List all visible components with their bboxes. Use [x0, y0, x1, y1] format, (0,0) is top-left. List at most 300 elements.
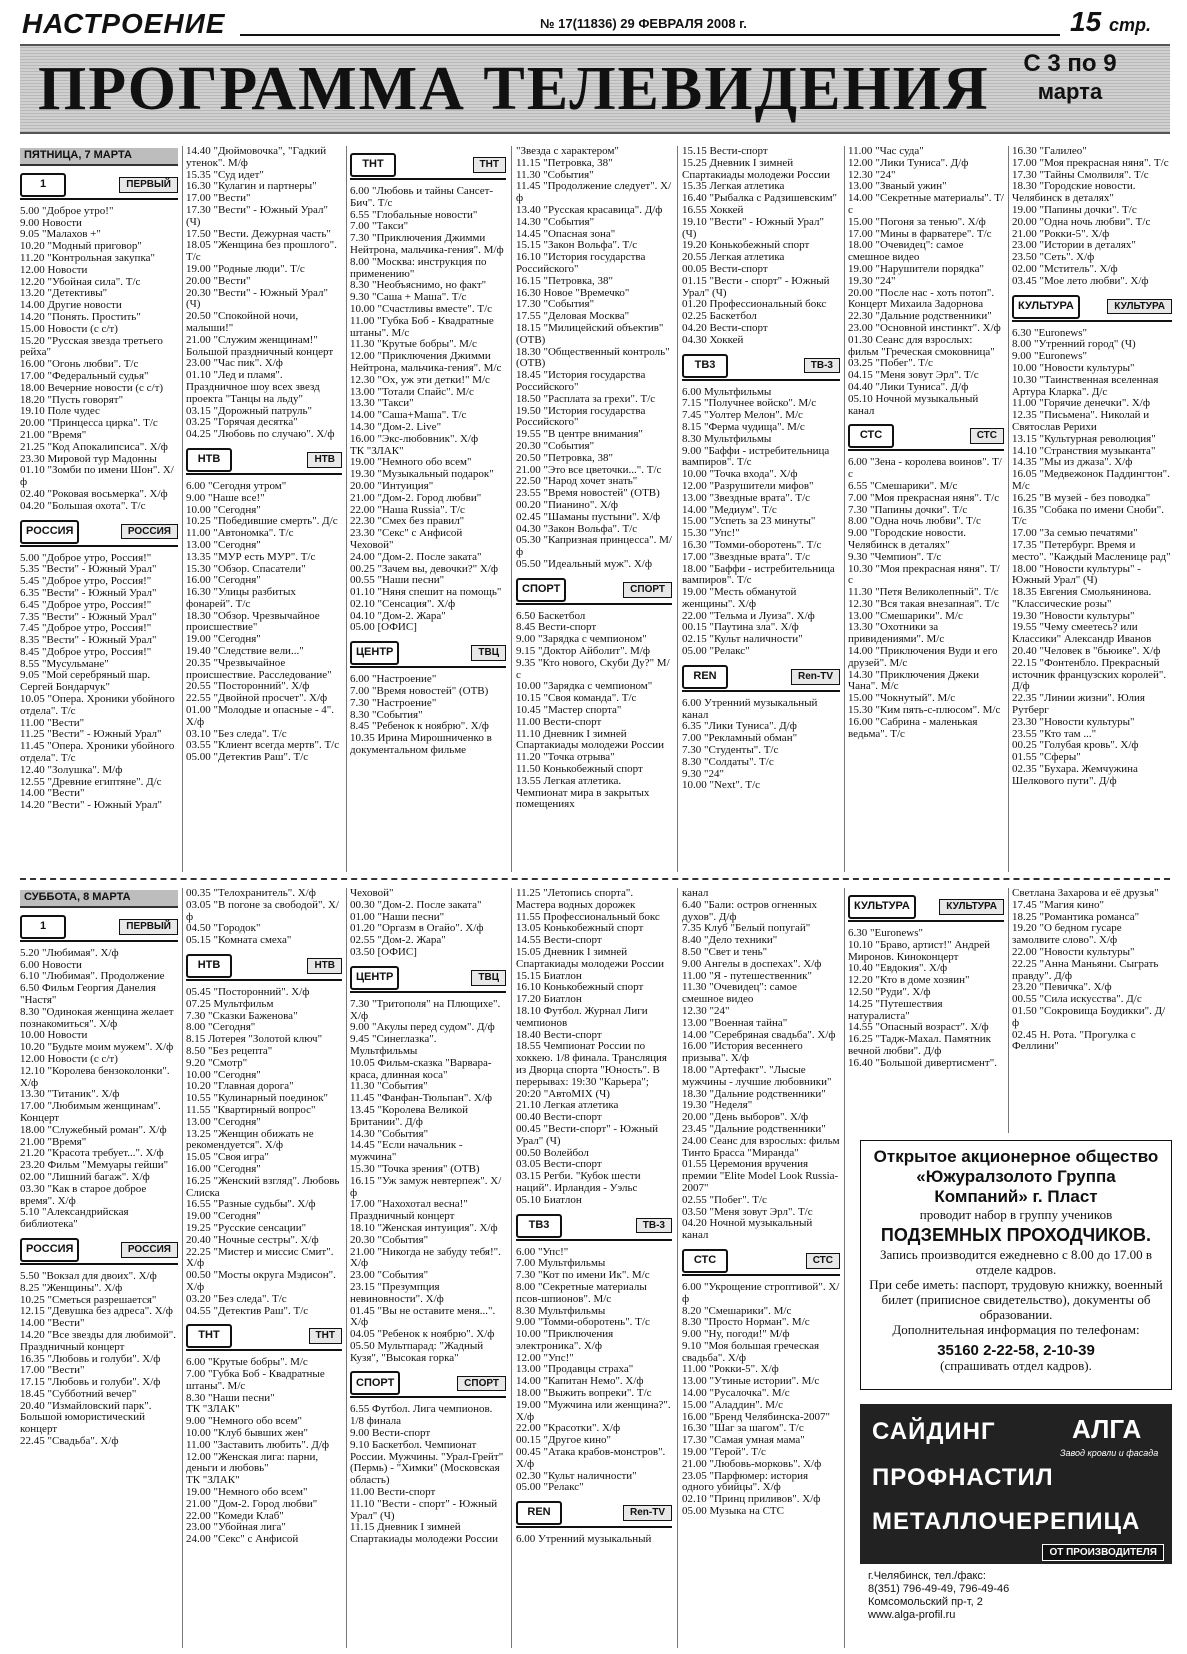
channel-name: РОССИЯ [121, 1242, 178, 1258]
program-listing: 8.35 "Вести" - Южный Урал" [20, 634, 157, 647]
program-listing: 9.00 "Баффи - истребительница вампиров". Т/с [682, 444, 830, 469]
program-listing: 17.00 "Мины в фарватере". Т/с [848, 227, 992, 240]
program-listing: 15.20 "Русская звезда третьего рейха" [20, 334, 163, 359]
program-listing: 16.15 "Петровка, 38" [516, 274, 614, 287]
program-listing: 10.15 "Своя команда". Т/с [516, 692, 637, 705]
program-listing: 10.55 "Кулинарный поединок" [186, 1092, 329, 1105]
program-listing: 04.20 Ночной музыкальный канал [682, 1217, 813, 1242]
program-listing: 9.00 "Немного обо всем" [186, 1415, 302, 1428]
channel-name: КУЛЬТУРА [939, 899, 1004, 915]
program-listing: 18.30 "Дальние родственники" [682, 1087, 826, 1100]
channel-name: НТВ [307, 452, 342, 468]
program-listing: 16.05 "Медвежонок Паддингтон". М/с [1012, 468, 1170, 492]
program-listing: 19.10 Поле чудес [20, 405, 100, 418]
channel-logo: ТВ3 [682, 354, 728, 378]
program-listing: 12.00 "Упс!" [516, 1351, 574, 1364]
program-listing: 04.50 "Городок" [186, 922, 261, 935]
program-listing: 17.55 "Деловая Москва" [516, 310, 630, 323]
program-listing: 04.25 "Любовь по случаю". Х/ф [186, 428, 335, 441]
program-listing: 8.50 "Без рецепта" [186, 1044, 273, 1057]
program-listing: 6.55 "Глобальные новости" [350, 208, 478, 221]
program-listing: 16.55 Хоккей [682, 203, 744, 216]
program-listing: 10.20 "Будьте моим мужем". Х/ф [20, 1041, 174, 1054]
program-listing: 10.00 "Next". Т/с [682, 779, 761, 792]
program-listing: 04.05 "Ребенок к ноябрю". Х/ф [350, 1328, 495, 1341]
program-listing: 15.00 Новости (с с/т) [20, 322, 118, 335]
channel-name: СПОРТ [623, 582, 672, 598]
program-listing: 14.00 "Русалочка". М/с [682, 1387, 790, 1400]
program-listing: 24.00 "Дом-2. После заката" [350, 550, 482, 563]
program-listing: 7.35 "Вести" - Южный Урал" [20, 610, 157, 623]
program-listing: 14.10 "Странствия музыканта" [1012, 444, 1156, 457]
program-listing: 9.00 "Ну, погоди!" М/ф [682, 1328, 790, 1341]
program-listing: 19.20 "О бедном гусаре замолвите слово". Х/ф [1012, 922, 1122, 947]
channel-name: КУЛЬТУРА [1107, 299, 1172, 315]
program-listing: 16.15 "Уж замуж невтерпеж". Х/ф [350, 1174, 502, 1199]
program-listing: 12.50 "Руди". Х/ф [848, 985, 931, 998]
program-listing: 21.00 "Рокки-5". Х/ф [1012, 227, 1110, 240]
program-listing: 5.10 "Александрийская библиотека" [20, 1206, 129, 1231]
program-listing: 04.20 Вести-спорт [682, 321, 768, 334]
program-listing: 7.00 "Время новостей" (ОТВ) [350, 685, 489, 698]
program-listing: 12.30 "24" [848, 168, 896, 181]
program-listing: 14.00 "Вести" [20, 787, 85, 800]
program-listing: 03.15 "Дорожный патруль" [186, 404, 313, 417]
channel-logo: КУЛЬТУРА [1012, 295, 1080, 319]
program-listing: 10.40 "Евдокия". Х/ф [848, 962, 948, 975]
alga-address-line1: г.Челябинск, тел./факс: [868, 1570, 986, 1582]
program-listing: 11.00 "Заставить любить". Д/ф [186, 1438, 330, 1451]
program-listing: 20.40 "Ночные сестры". Х/ф [186, 1233, 319, 1246]
program-listing: 22.25 "Анна Маньяни. Сыграть правду". Д/ф [1012, 957, 1159, 982]
program-listing: 10.45 "Мастер спорта" [516, 704, 622, 717]
program-listing: 16.35 "Собака по имени Сноби". Т/с [1012, 503, 1164, 528]
program-listing: 02.00 "Лишний багаж". Х/ф [20, 1170, 150, 1183]
program-listing: 02.15 "Культ наличности" [682, 633, 803, 646]
program-listing: 17.00 "Вести" [20, 1364, 85, 1377]
program-listing: 10.00 "Клуб бывших жен" [186, 1427, 309, 1440]
program-listing: 11.10 "Вести - спорт" - Южный Урал" (Ч) [350, 1497, 498, 1522]
program-listing: 16.30 Новое "Времечко" [516, 286, 630, 299]
program-listing: 9.15 "Доктор Айболит". М/ф [516, 645, 651, 658]
program-listing: 6.00 "Настроение" [350, 673, 437, 686]
channel-name: ПЕРВЫЙ [119, 919, 178, 935]
program-listing: 01.10 "Няня спешит на помощь" [350, 586, 502, 599]
channel-header [186, 447, 342, 475]
program-listing: 13.05 Конькобежный спорт [516, 922, 644, 935]
program-listing: 6.30 "Euronews" [848, 927, 923, 939]
program-listing: 8.00 "Одна ночь любви". Т/с [848, 515, 981, 528]
channel-logo: 1 [20, 173, 66, 197]
channel-header [1012, 294, 1172, 322]
program-listing: Чеховой" [350, 888, 394, 899]
program-listing: 21.00 "Служим женщинам!" Большой праздничный концерт [186, 333, 334, 358]
program-listing: 14.00 "Саша+Маша". Т/с [350, 409, 467, 422]
program-listing: 6.40 "Бали: остров огненных духов". Д/ф [682, 898, 817, 923]
column-rule [844, 888, 845, 1648]
program-listing: 8.00 "Москва: инструкция по применению" [350, 255, 487, 280]
program-listing: 8.30 Мультфильмы [516, 1304, 606, 1317]
program-listing: 15.30 "Ким пять-с-плюсом". М/с [848, 704, 1001, 717]
program-listing: 6.00 "Крутые бобры". М/с [186, 1356, 308, 1369]
page-title: ПРОГРАММА ТЕЛЕВИДЕНИЯ [38, 55, 990, 123]
program-listing: 6.45 "Доброе утро, Россия!" [20, 598, 152, 611]
friday-column-5 [682, 146, 840, 872]
program-listing: 11.00 "Автономка". Т/с [186, 527, 294, 540]
program-listing: 13.00 "Сегодня" [186, 1115, 261, 1128]
program-listing: 16.00 "Сегодня" [186, 1162, 261, 1175]
program-listing: 19.00 "Немного обо всем" [186, 1486, 308, 1499]
program-listing: 6.00 "Упс!" [516, 1245, 569, 1258]
program-listing: 01.20 "Оргазм в Огайо". Х/ф [350, 922, 484, 935]
program-listing: 16.30 "Улицы разбитых фонарей". Т/с [186, 586, 296, 610]
program-listing: 23.20 Фильм "Мемуары гейши" [20, 1159, 169, 1172]
program-listing: 17.00 "Федеральный судья" [20, 369, 149, 382]
channel-header [20, 172, 178, 200]
program-listing: 04.30 "Закон Вольфа". Т/с [516, 522, 638, 535]
channel-logo: НТВ [186, 954, 232, 978]
program-listing: 20.35 "Чрезвычайное происшествие. Расследование" [186, 656, 332, 681]
program-listing: 14.30 "События" [350, 1127, 429, 1140]
program-listing: 16.00 "Экс-любовник". Х/ф [350, 432, 479, 445]
program-listing: 6.55 Футбол. Лига чемпионов. 1/8 финала [350, 1403, 493, 1428]
program-listing: 21.00 "Это все цветочки...". Т/с [516, 463, 662, 476]
program-listing: 15.30 "Точка зрения" (ОТВ) [350, 1162, 480, 1175]
program-listing: 02.45 "Шаманы пустыни". Х/ф [516, 510, 661, 523]
program-listing: 13.30 "Охотники за привидениями". М/с [848, 621, 945, 646]
program-listing: 10.20 "Главная дорога" [186, 1080, 294, 1093]
program-listing: 6.10 "Любимая". Продолжение [20, 970, 165, 983]
program-listing: 10.30 "Моя прекрасная няня". Т/с [848, 562, 1000, 587]
program-listing: 11.10 Дневник I зимней Спартакиады молодежи России [516, 727, 664, 752]
channel-name: РОССИЯ [121, 524, 178, 540]
program-listing: 9.30 "Чемпион". Т/с [848, 550, 942, 563]
program-listing: 8.55 "Мусульмане" [20, 657, 109, 670]
program-listing: 17.50 "Вести. Дежурная часть" [186, 227, 331, 240]
channel-header [516, 1213, 672, 1241]
program-listing: 05.00 Музыка на СТС [682, 1505, 784, 1518]
friday-column-2 [186, 146, 342, 872]
ad-company-line2: «Южуралзолото Группа [916, 1167, 1116, 1186]
program-listing: 00.15 "Паутина зла". Х/ф [682, 621, 799, 634]
program-listing: 00.25 "Голубая кровь". Х/ф [1012, 739, 1139, 752]
program-listing: 16.10 "История государства Российского" [516, 251, 646, 275]
channel-logo: 1 [20, 915, 66, 939]
program-listing: 20.00 "Принцесса цирка". Т/с [20, 417, 158, 430]
program-listing: 21.00 "Никогда не забуду тебя!". Х/ф [350, 1245, 501, 1270]
saturday-column-7 [1012, 888, 1172, 1133]
program-listing: 20.30 "События" [516, 439, 595, 452]
newspaper-brand: НАСТРОЕНИЕ [22, 8, 226, 39]
program-listing: 8.50 "Свет и тень" [682, 945, 768, 958]
program-listing: 12.30 "24" [682, 1004, 730, 1017]
saturday-column-4 [516, 888, 672, 1648]
program-listing: 12.00 "Приключения Джимми Нейтрона, мальчика-гения". М/с [350, 350, 502, 374]
channel-logo: ЦЕНТР [350, 641, 399, 665]
channel-logo: РОССИЯ [20, 520, 79, 544]
channel-logo: REN [516, 1501, 562, 1525]
program-listing: 19.10 "Вести" - Южный Урал" (Ч) [682, 215, 824, 240]
program-listing: 20.40 "Человек в "бьюике". Х/ф [1012, 645, 1161, 658]
program-listing: 11.15 Дневник I зимней Спартакиады молодежи России [350, 1521, 498, 1546]
program-listing: 10.25 "Сметься разрешается" [20, 1293, 157, 1306]
program-listing: 10.25 "Победившие смерть". Д/с [186, 515, 338, 528]
friday-column-7 [1012, 146, 1172, 872]
program-listing: ТК "ЗЛАК" [186, 1474, 240, 1487]
date-range-line1: С 3 по 9 [1023, 50, 1117, 77]
program-listing: 18.00 "Очевидец": самое смешное видео [848, 239, 964, 264]
program-listing: 23.15 "Презумпция невиновности". Х/ф [350, 1280, 444, 1305]
program-listing: 14.25 "Путешествия натуралиста" [848, 997, 943, 1022]
program-listing: 01.20 Профессиональный бокс [682, 298, 827, 311]
program-listing: 5.00 "Доброе утро!" [20, 204, 114, 217]
program-listing: 6.55 "Смешарики". М/с [848, 479, 958, 492]
program-listing: 00.20 "Пианино". Х/ф [516, 498, 618, 511]
program-listing: 9.10 Баскетбол. Чемпионат России. Мужчины. "Урал-Грейт" (Пермь) - "Химки" (Московская область) [350, 1438, 504, 1487]
program-listing: 15.30 "Обзор. Спасатели" [186, 562, 306, 575]
program-listing: 20.00 "День выборов". Х/ф [682, 1111, 809, 1124]
channel-header [20, 914, 178, 942]
program-listing: 6.35 "Вести" - Южный Урал" [20, 586, 157, 599]
program-listing: 6.30 "Euronews" [1012, 326, 1087, 339]
program-listing: 22.55 "Двойной просчет". Х/ф [186, 692, 328, 705]
program-listing: 19.00 "Папины дочки". Т/с [1012, 203, 1137, 216]
program-listing: 12.20 "Убойная сила". Т/с [20, 275, 141, 288]
program-listing: 22.25 "Мистер и миссис Смит". Х/ф [186, 1245, 334, 1270]
program-listing: 04.15 "Меня зовут Эрл". Т/с [848, 369, 979, 382]
program-listing: 22.00 "Наша Russia". Т/с [350, 503, 465, 516]
program-listing: 22.35 "Линии жизни". Юлия Рутберг [1012, 692, 1145, 717]
program-listing: 23.55 "Кто там ..." [1012, 727, 1097, 740]
program-listing: 8.00 "Сегодня" [186, 1021, 256, 1034]
program-listing: 12.35 "Письмена". Николай и Святослав Рерихи [1012, 409, 1150, 433]
program-listing: 19.00 "Мужчина или женщина?". Х/ф [516, 1398, 671, 1423]
program-listing: 10.20 "Модный приговор" [20, 240, 142, 253]
program-listing: 16.30 "Кулагин и партнеры" [186, 180, 317, 193]
channel-header [186, 953, 342, 981]
program-listing: 11.30 "Крутые бобры". М/с [350, 338, 477, 351]
program-listing: 02.10 "Принц приливов". Х/ф [682, 1493, 821, 1506]
channel-header [682, 353, 840, 381]
program-listing: 9.00 Новости [20, 216, 82, 229]
channel-logo: ЦЕНТР [350, 966, 399, 990]
channel-header [516, 577, 672, 605]
program-listing: 11.30 "События" [516, 168, 594, 181]
program-listing: 7.30 "Кот по имени Ик". М/с [516, 1269, 650, 1282]
program-listing: 9.00 Ангелы в доспехах". Х/ф [682, 957, 822, 970]
program-listing: 13.30 "Такси" [350, 397, 414, 410]
channel-header [350, 640, 506, 668]
program-listing: 7.00 "Такси" [350, 220, 409, 233]
program-listing: 12.55 "Древние египтяне". Д/с [20, 775, 162, 788]
program-listing: 22.45 "Свадьба". Х/ф [20, 1435, 119, 1448]
program-listing: 9.00 "Euronews" [1012, 350, 1087, 363]
program-listing: 23.00 "Основной инстинкт". Х/ф [848, 321, 1001, 334]
program-listing: 18.10 Футбол. Журнал Лиги чемпионов [516, 1004, 648, 1029]
program-listing: 11.50 Конькобежный спорт [516, 763, 643, 776]
program-listing: 13.00 "Сегодня" [186, 538, 261, 551]
program-listing: 7.35 Клуб "Белый попугай" [682, 922, 811, 935]
program-listing: 22.15 "Фонтенбло. Прекрасный источник французских королей". Д/ф [1012, 656, 1167, 693]
program-listing: 03.50 "Меня зовут Эрл". Т/с [682, 1205, 813, 1218]
ad-info: Дополнительная информация по телефонам: [892, 1322, 1140, 1337]
program-listing: 01.10 "Лед и пламя". Праздничное шоу всех звезд проекта "Танцы на льду" [186, 369, 320, 405]
program-listing: 13.15 "Культурная революция" [1012, 432, 1156, 445]
program-listing: 22.30 "Дальние родственники" [848, 310, 992, 323]
channel-name: ТВЦ [471, 970, 506, 986]
program-listing: 00.40 Вести-спорт [516, 1111, 602, 1124]
program-listing: 11.20 "Контрольная закупка" [20, 251, 155, 264]
program-listing: 14.00 "Приключения Вуди и его друзей". М/с [848, 645, 998, 669]
program-listing: 01.55 "Сферы" [1012, 751, 1081, 764]
program-listing: 20.50 "Спокойной ночи, малыши!" [186, 310, 299, 334]
program-listing: 19.40 "Следствие вели..." [186, 645, 304, 658]
program-listing: 20.30 "События" [350, 1233, 429, 1246]
channel-header [350, 965, 506, 993]
program-listing: 14.30 "Дом-2. Live" [350, 420, 442, 433]
channel-logo: НТВ [186, 448, 232, 472]
channel-name: ТВЦ [471, 645, 506, 661]
channel-header [848, 423, 1004, 451]
program-listing: 19.25 "Русские сенсации" [186, 1221, 307, 1234]
program-listing: 13.25 "Женщин обижать не рекомендуется". Х/ф [186, 1127, 314, 1152]
program-listing: 05.10 Биатлон [516, 1193, 582, 1206]
page-number-suffix: стр. [1108, 15, 1151, 35]
program-listing: 10.00 "Новости культуры" [1012, 361, 1135, 374]
program-listing: 22.50 "Народ хочет знать" [516, 475, 638, 488]
date-range-line2: марта [1037, 79, 1103, 104]
saturday-column-3 [350, 888, 506, 1648]
program-listing: 15.15 Вести-спорт [682, 146, 768, 157]
program-listing: 6.50 Баскетбол [516, 609, 586, 622]
program-listing: 01.00 "Молодые и опасные - 4". Х/ф [186, 704, 334, 728]
program-listing: 8.40 "Дело техники" [682, 934, 778, 947]
program-listing: 6.00 Утренний музыкальный [516, 1533, 652, 1546]
program-listing: 19.30 "Неделя" [682, 1099, 753, 1112]
program-listing: 8.45 "Ребенок к ноябрю". Х/ф [350, 720, 489, 733]
program-listing: 15.25 Дневник I зимней Спартакиады молодежи России [682, 156, 830, 181]
program-listing: 13.35 "МУР есть МУР". Т/с [186, 550, 316, 563]
program-listing: 10.05 Фильм-сказка "Варвара-краса, длинная коса" [350, 1056, 492, 1081]
program-listing: 20.00 "Вести" [186, 274, 251, 287]
program-listing: 23.30 Мировой тур Мадонны [20, 452, 157, 465]
program-listing: Светлана Захарова и её друзья" [1012, 888, 1159, 899]
program-listing: 05.30 "Капризная принцесса". М/ф [516, 534, 672, 559]
program-listing: 17.00 "Моя прекрасная няня". Т/с [1012, 156, 1169, 169]
program-listing: 14.00 "Секретные материалы". Т/с [848, 192, 1004, 216]
program-listing: 7.00 "Рекламный обман" [682, 732, 798, 745]
program-listing: 21.00 "Время" [20, 1135, 87, 1148]
program-listing: 7.00 "Губка Боб - Квадратные штаны". М/с [186, 1368, 325, 1392]
program-listing: 14.20 "Все звезды для любимой". Праздничный концерт [20, 1328, 177, 1353]
program-listing: 9.30 "24" [682, 767, 724, 780]
program-listing: 14.00 "Вести" [20, 1317, 85, 1330]
program-listing: 23.00 "Истории в деталях" [1012, 239, 1136, 252]
program-listing: 5.20 "Любимая". Х/ф [20, 946, 119, 959]
program-listing: 10.30 "Таинственная вселенная Артура Кларка". Д/с [1012, 373, 1159, 398]
alga-address-line3: Комсомольский пр-т, 2 [868, 1596, 983, 1608]
program-listing: 02.00 "Мститель". Х/ф [1012, 262, 1118, 275]
program-listing: 18.45 "Субботний вечер" [20, 1387, 137, 1400]
program-listing: 16.00 "Огонь любви". Т/с [20, 358, 139, 371]
program-listing: 23.20 "Певичка". Х/ф [1012, 981, 1112, 994]
program-listing: 19.00 "Родные люди". Т/с [186, 262, 305, 275]
program-listing: 13.40 "Русская красавица". Д/ф [516, 203, 663, 216]
program-listing: 22.30 "Смех без правил" [350, 515, 465, 528]
program-listing: 21.00 "Дом-2. Город любви" [350, 491, 482, 504]
program-listing: 03.50 [ОФИС] [350, 945, 417, 958]
alga-word-siding: САЙДИНГ [872, 1418, 996, 1445]
program-listing: 7.00 "Моя прекрасная няня". Т/с [848, 491, 1000, 504]
program-listing: 03.10 "Без следа". Т/с [186, 727, 287, 740]
program-listing: 03.15 Регби. "Кубок шести наций". Ирландия - Уэльс [516, 1170, 641, 1194]
program-listing: 11.55 "Квартирный вопрос" [186, 1103, 316, 1116]
program-listing: 14.00 "Серебряная свадьба". Х/ф [682, 1028, 836, 1041]
program-listing: 14.20 "Вести" - Южный Урал" [20, 799, 162, 812]
program-listing: 10.00 Новости [20, 1029, 88, 1042]
program-listing: 12.20 "Кто в доме хозяин" [848, 974, 970, 987]
friday-column-4 [516, 146, 672, 872]
program-listing: 18.00 "Выжить вопреки". Т/с [516, 1387, 652, 1400]
program-listing: 03.30 "Как в старое доброе время". Х/ф [20, 1182, 147, 1207]
program-listing: 17.30 "Вести" - Южный Урал" (Ч) [186, 203, 328, 228]
program-listing: 8.00 "Утренний город" (Ч) [1012, 338, 1136, 351]
channel-name: СТС [806, 1253, 840, 1269]
program-listing: 23.45 "Дальние родственники" [682, 1122, 826, 1135]
program-listing: 03.25 "Горячая десятка" [186, 416, 298, 429]
program-listing: 15.05 "Своя игра" [186, 1151, 269, 1164]
program-listing: 00.55 "Сила искусства". Д/с [1012, 993, 1142, 1006]
program-listing: 23.00 "События" [350, 1269, 429, 1282]
program-listing: 6.00 "Любовь и тайны Сансет-Бич". Т/с [350, 185, 494, 209]
program-listing: 19.00 "Нарушители порядка" [848, 262, 984, 275]
program-listing: 18.45 "История государства Российского" [516, 369, 646, 393]
program-listing: 12.00 Новости (с с/т) [20, 1052, 118, 1065]
program-listing: 01.30 Сеанс для взрослых: фильм "Греческая смоковница" [848, 333, 995, 358]
channel-name: НТВ [307, 958, 342, 974]
column-rule [677, 888, 678, 1648]
ad-company-line3: Компаний» г. Пласт [934, 1187, 1098, 1206]
program-listing: 7.30 "Студенты". Т/с [682, 744, 779, 757]
program-listing: 16.00 "Сегодня" [186, 574, 261, 587]
program-listing: 18.30 "Общественный контроль" (ОТВ) [516, 345, 670, 370]
program-listing: 16.25 "Тадж-Махал. Памятник вечной любви". Д/ф [848, 1033, 991, 1057]
alga-tagline: Завод кровли и фасада [1060, 1448, 1159, 1458]
program-listing: 6.00 Новости [20, 958, 82, 971]
program-listing: 01.45 "Вы не оставите меня...". Х/ф [350, 1304, 496, 1329]
program-listing: 9.00 "Городские новости. Челябинск в деталях" [848, 527, 967, 551]
channel-logo: ТНТ [186, 1324, 232, 1348]
program-listing: 13.00 "Тотали Спайс". М/с [350, 385, 474, 398]
program-listing: ТК "ЗЛАК" [350, 444, 404, 457]
channel-name: ТНТ [473, 157, 506, 173]
program-listing: 17.30 "Тайны Смолвиля". Т/с [1012, 168, 1149, 181]
program-listing: 12.00 "Женская лига: парни, деньги и любовь" [186, 1450, 319, 1475]
alga-word-profnastil: ПРОФНАСТИЛ [872, 1464, 1054, 1491]
program-listing: 15.30 "Упс!" [682, 527, 740, 540]
column-rule [182, 146, 183, 872]
program-listing: 22.00 "Новости культуры" [1012, 945, 1135, 958]
program-listing: 14.00 "Медиум". Т/с [682, 503, 777, 516]
program-listing: 02.10 "Сенсация". Х/ф [350, 597, 456, 610]
friday-column-1 [20, 146, 178, 872]
program-listing: 01.00 "Наши песни" [350, 910, 445, 923]
program-listing: 15.00 "Аладдин". М/с [682, 1398, 783, 1411]
program-listing: 8.20 "Смешарики". М/с [682, 1304, 792, 1317]
program-listing: 11.25 "Вести" - Южный Урал" [20, 728, 162, 741]
program-listing: 16.25 "В музей - без поводка" [1012, 491, 1151, 504]
program-listing: 17.35 "Петербург. Время и место". "Каждый Масленице рад" [1012, 538, 1171, 563]
